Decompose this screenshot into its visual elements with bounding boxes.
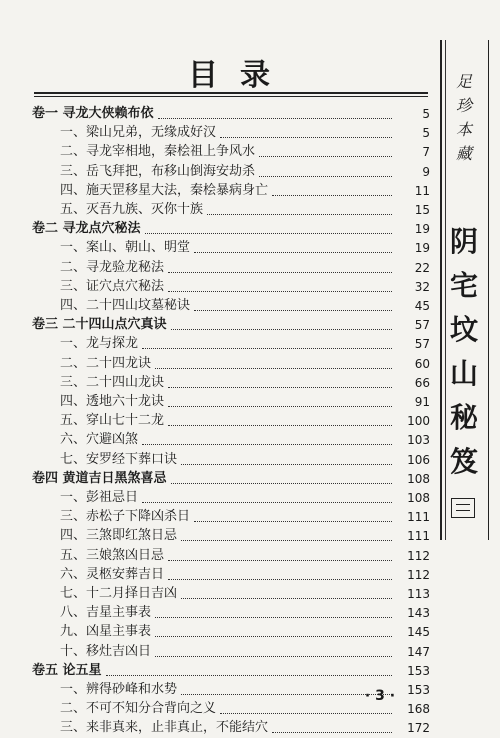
toc-label: 八、吉星主事表 [60, 605, 152, 621]
toc-entry [0, 718, 440, 738]
toc-label: 七、十二月择日吉凶 [60, 586, 178, 601]
page-title: 目录 [188, 58, 292, 93]
leader-dots [194, 310, 392, 311]
leader-dots [168, 406, 392, 407]
toc-page-number: 147 [407, 644, 430, 659]
leader-dots [168, 425, 392, 426]
toc-page-number: 9 [422, 164, 430, 179]
toc-page-number: 7 [422, 145, 430, 160]
leader-dots [168, 387, 392, 388]
toc-entry [0, 200, 440, 220]
toc-entry [0, 526, 440, 546]
toc-label: 一、案山、朝山、明堂 [60, 240, 191, 256]
leader-dots [168, 560, 392, 561]
toc-page-number: 15 [414, 203, 430, 217]
leader-dots [142, 444, 392, 445]
leader-dots [142, 348, 392, 349]
toc-chapter [0, 219, 440, 239]
toc-label: 十、移灶吉凶日 [60, 643, 152, 659]
toc-chapter [0, 469, 440, 489]
toc-page-number: 153 [407, 663, 430, 678]
leader-dots [155, 636, 392, 637]
toc-entry [0, 277, 440, 297]
toc-page-number: 112 [407, 567, 430, 582]
title-rule [34, 92, 428, 94]
toc-page-number: 19 [414, 222, 430, 237]
toc-page-number: 5 [422, 126, 430, 141]
toc-label: 三、来非真来，止非真止，不能结穴 [60, 720, 269, 736]
toc-label: 六、穴避凶煞 [60, 432, 139, 448]
toc-page-number: 168 [407, 702, 430, 717]
toc-page-number: 143 [407, 606, 430, 621]
toc-label: 二、不可不知分合背向之义 [60, 701, 217, 717]
toc-label: 三、二十四山龙诀 [60, 374, 165, 390]
leader-dots [272, 195, 392, 196]
toc-entry [0, 584, 440, 604]
toc-entry [0, 238, 440, 258]
leader-dots [145, 233, 392, 234]
toc-page-number: 60 [414, 356, 430, 371]
book-title: 阴 宅 坟 山 秘 笈 [449, 225, 478, 478]
toc-label: 四、施天罡移星大法，秦桧暴病身亡 [60, 182, 269, 198]
toc-entry [0, 354, 440, 374]
toc-label: 七、安罗经下葬口诀 [60, 451, 178, 467]
toc-page-number: 106 [407, 452, 430, 467]
toc-label: 三、赤松子下降凶杀日 [60, 509, 191, 525]
toc-entry [0, 430, 440, 450]
toc-label: 卷三 二十四山点穴真诀 [32, 317, 167, 333]
leader-dots [194, 252, 392, 253]
toc-label: 五、穿山七十二龙 [60, 413, 165, 429]
page-number: · 3 · [364, 688, 396, 704]
toc-page-number: 103 [407, 433, 430, 448]
toc-page-number: 32 [414, 279, 430, 294]
toc-entry [0, 603, 440, 623]
title-rule-thin [34, 96, 428, 97]
toc-entry [0, 334, 440, 354]
toc-label: 卷四 黄道吉日黑煞喜忌 [32, 470, 167, 486]
toc-label: 二、寻龙验龙秘法 [60, 259, 165, 275]
toc-label: 四、三煞即红煞日忌 [60, 528, 178, 544]
toc-label: 五、三娘煞凶日忌 [60, 547, 165, 563]
toc-label: 卷五 论五星 [32, 662, 102, 678]
toc-page-number: 66 [414, 375, 430, 390]
toc-label: 一、龙与探龙 [60, 336, 139, 352]
toc-entry [0, 622, 440, 642]
toc-label: 二、二十四龙诀 [60, 355, 152, 371]
leader-dots [220, 713, 392, 714]
leader-dots [171, 329, 392, 330]
toc-page-number: 57 [414, 337, 430, 352]
leader-dots [168, 272, 392, 273]
toc-label: 四、透地六十龙诀 [60, 394, 165, 409]
toc-label: 一、梁山兄弟，无缘成好汉 [60, 125, 217, 141]
toc-page-number: 108 [407, 471, 430, 486]
leader-dots [194, 521, 392, 522]
spine-mark-icon [451, 498, 475, 518]
leader-dots [168, 579, 392, 580]
leader-dots [158, 118, 392, 119]
toc-label: 六、灵柩安葬吉日 [60, 566, 165, 582]
toc-page-number: 112 [407, 548, 430, 563]
leader-dots [155, 617, 392, 618]
toc-page-number: 153 [407, 683, 430, 697]
leader-dots [155, 368, 392, 369]
toc-page-number: 108 [407, 491, 430, 505]
toc-label: 五、灭吾九族、灭你十族 [60, 202, 204, 217]
toc-label: 卷一 寻龙大侠赖布依 [32, 106, 154, 121]
toc-page-number: 100 [407, 414, 430, 429]
toc-entry [0, 488, 440, 508]
toc-entry [0, 162, 440, 182]
toc-label: 一、彭祖忌日 [60, 490, 139, 505]
spine-panel [440, 40, 489, 540]
toc-chapter [0, 315, 440, 335]
toc-label: 卷二 寻龙点穴秘法 [32, 221, 141, 237]
toc-entry [0, 642, 440, 662]
toc-page-number: 113 [407, 587, 430, 601]
toc-chapter [0, 104, 440, 124]
toc-page-number: 111 [407, 510, 430, 525]
leader-dots [259, 156, 392, 157]
toc-entry [0, 450, 440, 470]
toc-page-number: 172 [407, 721, 430, 736]
toc-page-number: 5 [422, 107, 430, 121]
leader-dots [106, 675, 392, 676]
leader-dots [207, 214, 392, 215]
toc-page-number: 45 [414, 299, 430, 313]
leader-dots [155, 656, 392, 657]
toc-label: 三、证穴点穴秘法 [60, 278, 165, 294]
collection-seal: 足 珍 本 藏 [455, 72, 472, 163]
toc-page-number: 57 [414, 318, 430, 333]
leader-dots [168, 291, 392, 292]
toc-chapter [0, 661, 440, 681]
toc-page-number: 22 [414, 260, 430, 275]
toc-page-number: 91 [414, 395, 430, 409]
toc-entry [0, 392, 440, 412]
toc-entry [0, 565, 440, 585]
toc-label: 四、二十四山坟墓秘诀 [60, 298, 191, 313]
leader-dots [171, 483, 392, 484]
leader-dots [272, 732, 392, 733]
toc-page-number: 19 [414, 241, 430, 256]
toc-entry [0, 411, 440, 431]
toc-page-number: 11 [414, 183, 430, 198]
leader-dots [181, 540, 392, 541]
leader-dots [181, 464, 392, 465]
leader-dots [142, 502, 392, 503]
toc-label: 一、辨得砂峰和水势 [60, 682, 178, 697]
toc-entry [0, 258, 440, 278]
leader-dots [181, 598, 392, 599]
toc-page-number: 145 [407, 625, 430, 640]
toc-entry [0, 546, 440, 566]
leader-dots [220, 137, 392, 138]
toc-label: 九、凶星主事表 [60, 624, 152, 640]
leader-dots [259, 176, 392, 177]
toc-entry [0, 507, 440, 527]
toc-entry [0, 142, 440, 162]
toc-entry [0, 373, 440, 393]
toc-entry [0, 181, 440, 201]
toc-label: 三、岳飞拜把，布移山倒海安劫杀 [60, 163, 256, 179]
toc-page-number: 111 [407, 529, 430, 544]
toc-entry [0, 123, 440, 143]
toc-entry [0, 296, 440, 316]
toc-label: 二、寻龙宰相地，秦桧祖上争风水 [60, 144, 256, 160]
